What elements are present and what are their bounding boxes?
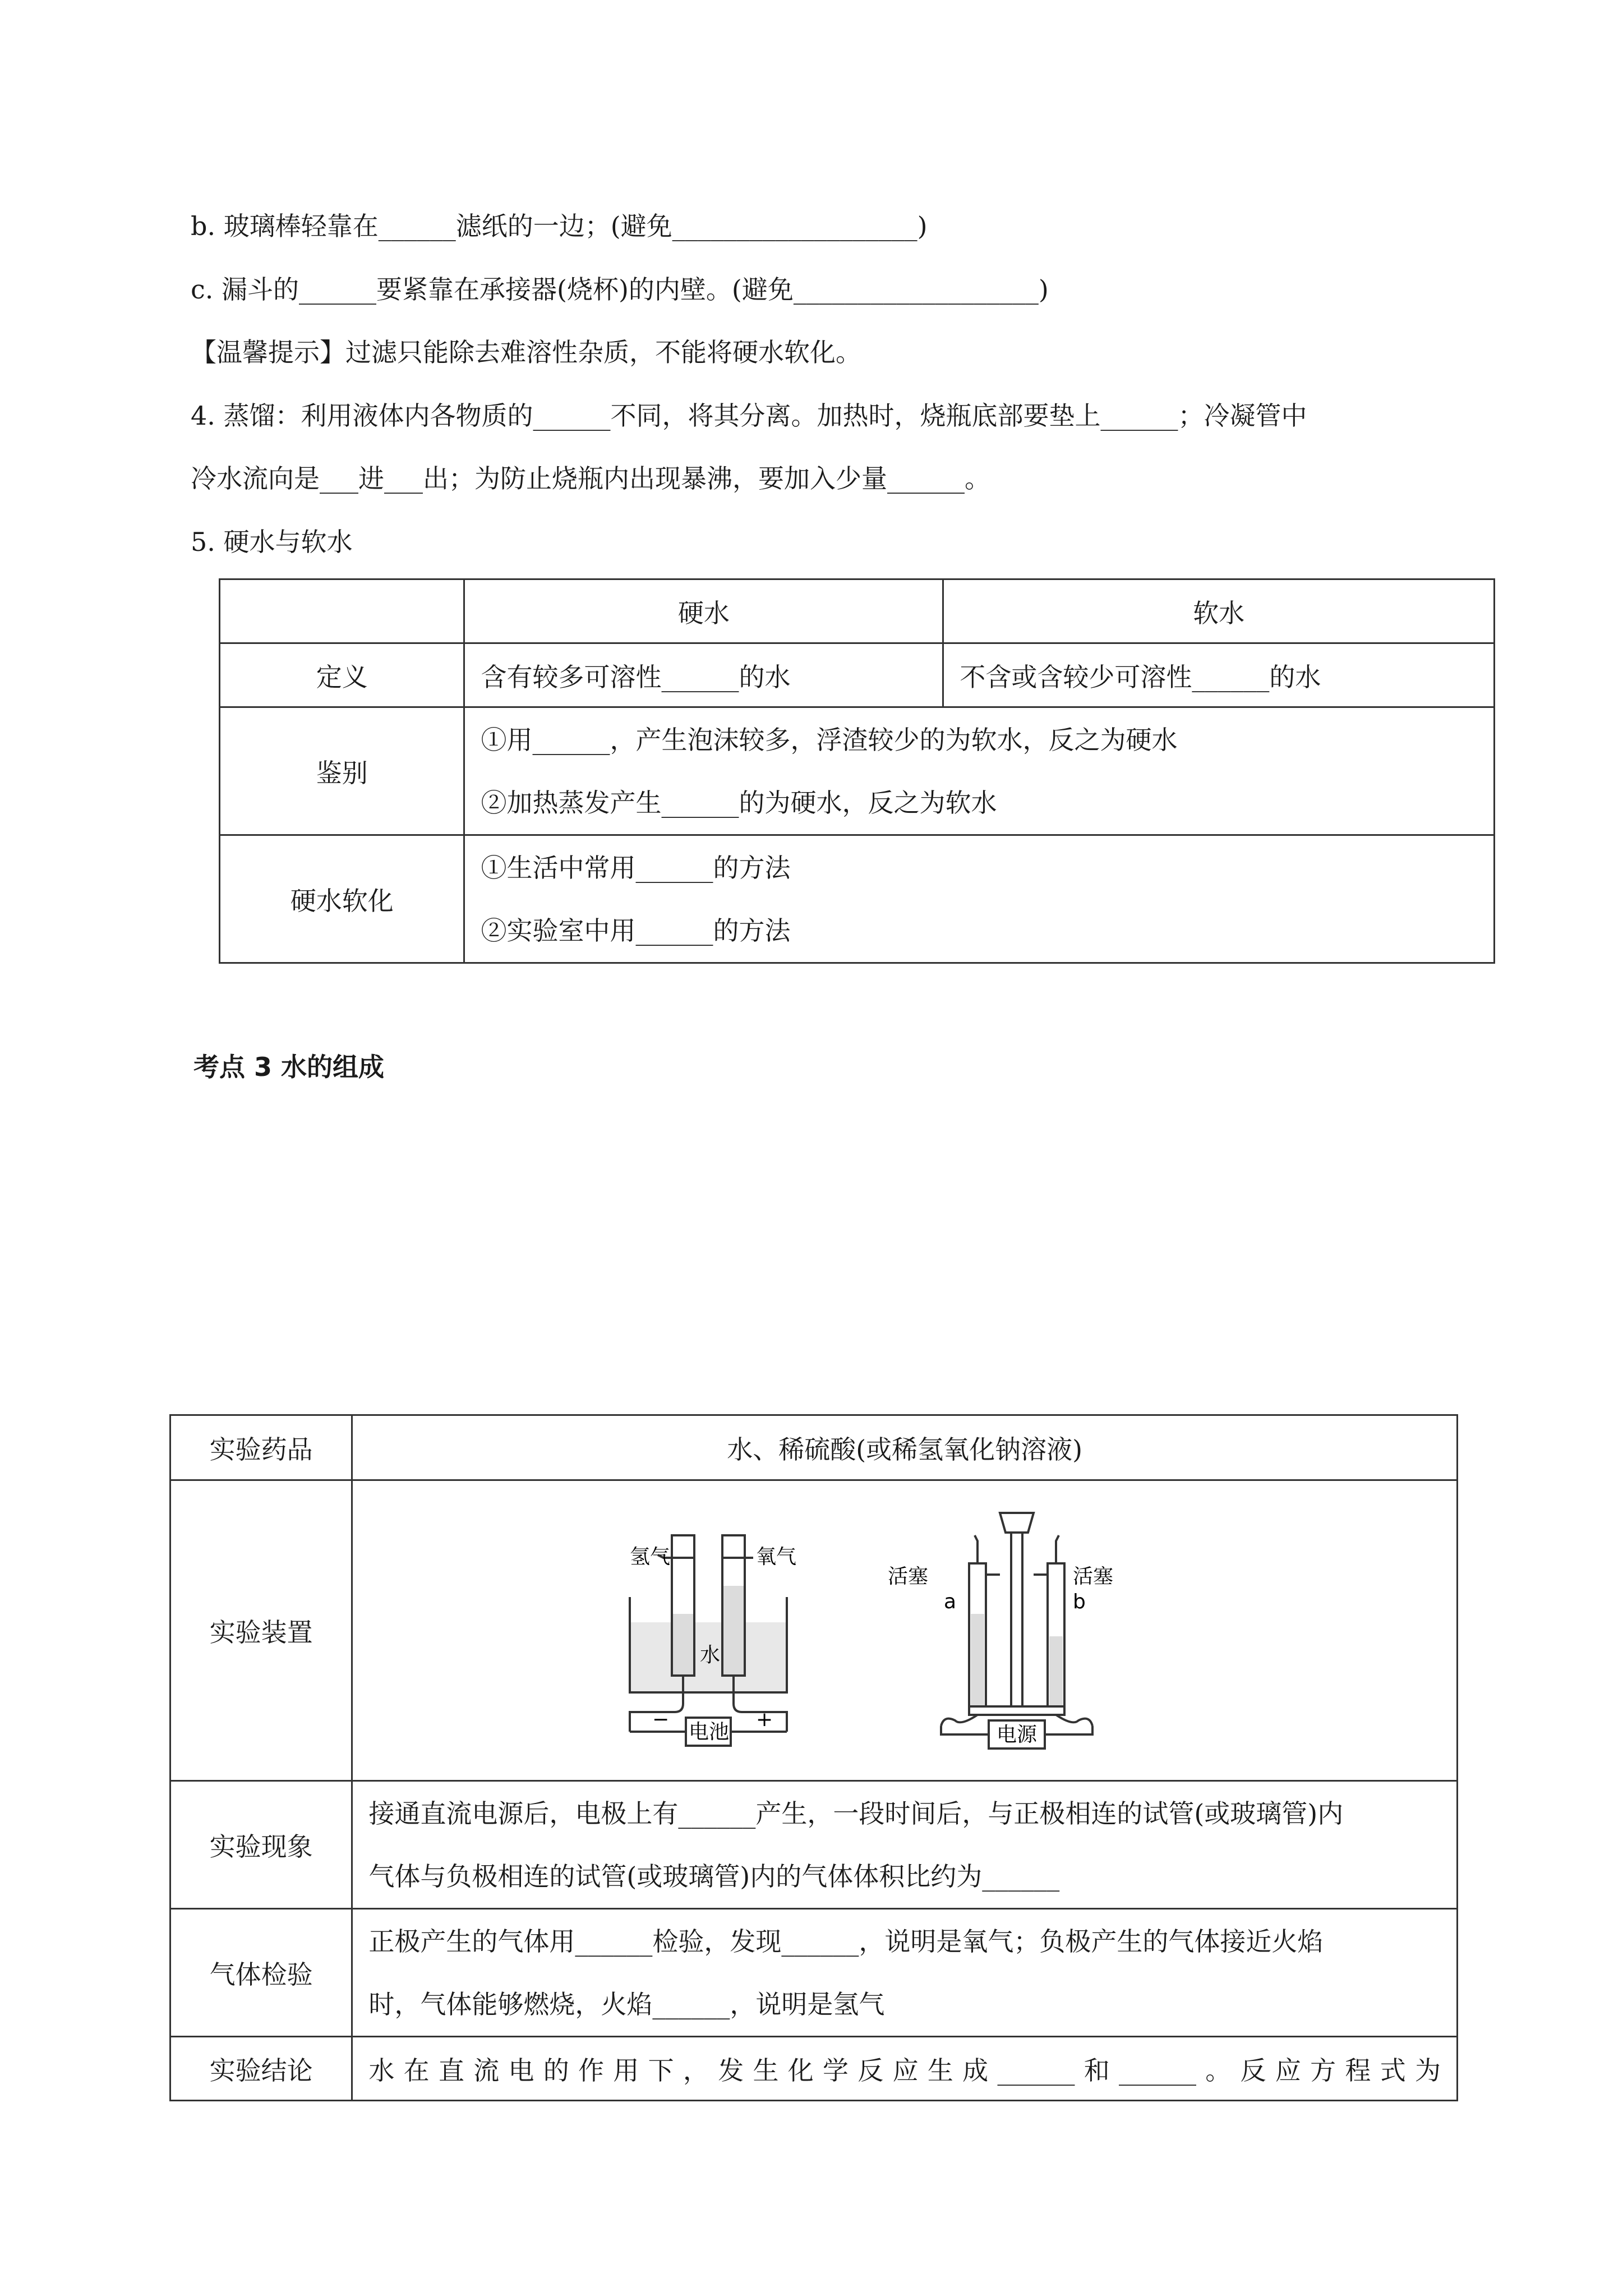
label-a: a bbox=[944, 1590, 957, 1613]
label-stopcock-right: 活塞 bbox=[1073, 1565, 1114, 1588]
text-line-4a: 4. 蒸馏：利用液体内各物质的______不同，将其分离。加热时，烧瓶底部要垫上______；冷凝管中 bbox=[191, 401, 1307, 431]
tip-line: 【温馨提示】过滤只能除去难溶性杂质，不能将硬水软化。 bbox=[191, 337, 861, 367]
label-minus: − bbox=[652, 1708, 670, 1731]
table-header-soft: 软水 bbox=[943, 579, 1495, 643]
identify-line-2: ②加热蒸发产生______的为硬水，反之为软水 bbox=[481, 787, 997, 818]
label-power: 电源 bbox=[997, 1723, 1038, 1746]
phenomenon-line-2: 气体与负极相连的试管(或玻璃管)内的气体体积比约为______ bbox=[368, 1861, 1060, 1892]
soften-line-2: ②实验室中用______的方法 bbox=[481, 915, 791, 946]
phenomenon-line-1: 接通直流电源后，电极上有______产生，一段时间后，与正极相连的试管(或玻璃管)内 bbox=[368, 1798, 1344, 1829]
cell-soften bbox=[464, 835, 1495, 963]
section-title: 考点 3 水的组成 bbox=[193, 1052, 385, 1082]
cell-identify bbox=[464, 707, 1495, 835]
cell-definition-soft: 不含或含较少可溶性______的水 bbox=[943, 643, 1495, 707]
row-label-identify: 鉴别 bbox=[220, 707, 464, 835]
gas-test-line-1: 正极产生的气体用______检验，发现______，说明是氧气；负极产生的气体接近火焰 bbox=[368, 1926, 1324, 1957]
hoffman-voltameter bbox=[941, 1513, 1092, 1749]
cell-conclusion: 水在直流电的作用下，发生化学反应生成______和______。反应方程式为 bbox=[352, 2037, 1458, 2101]
cell-gas-test bbox=[352, 1909, 1458, 2037]
cell-reagents: 水、稀硫酸(或稀氢氧化钠溶液) bbox=[352, 1415, 1458, 1480]
row-label-reagents: 实验药品 bbox=[170, 1415, 352, 1480]
soften-line-1: ①生活中常用______的方法 bbox=[481, 852, 791, 883]
label-stopcock-left: 活塞 bbox=[888, 1565, 929, 1588]
electrolysis-table bbox=[169, 1414, 1458, 2101]
electrolysis-apparatus-diagram bbox=[596, 1502, 1213, 1760]
row-label-phenomenon: 实验现象 bbox=[170, 1781, 352, 1909]
identify-line-1: ①用______，产生泡沫较多，浮渣较少的为软水，反之为硬水 bbox=[481, 724, 1178, 755]
row-label-apparatus: 实验装置 bbox=[170, 1480, 352, 1781]
cell-phenomenon bbox=[352, 1781, 1458, 1909]
label-water: 水 bbox=[700, 1643, 721, 1667]
text-line-5: 5. 硬水与软水 bbox=[191, 527, 353, 557]
text-line-c: c. 漏斗的______要紧靠在承接器(烧杯)的内壁。(避免___________________) bbox=[191, 274, 1049, 305]
table-header-hard: 硬水 bbox=[464, 579, 943, 643]
label-battery: 电池 bbox=[689, 1720, 730, 1743]
row-label-soften: 硬水软化 bbox=[220, 835, 464, 963]
label-oxygen: 氧气 bbox=[756, 1545, 797, 1568]
cell-apparatus bbox=[352, 1480, 1458, 1781]
label-hydrogen: 氢气 bbox=[630, 1545, 671, 1568]
gas-test-line-2: 时，气体能够燃烧，火焰______，说明是氢气 bbox=[368, 1989, 885, 2019]
text-line-b: b. 玻璃棒轻靠在______滤纸的一边；(避免___________________) bbox=[191, 211, 928, 241]
table-header-empty bbox=[220, 579, 464, 643]
row-label-definition: 定义 bbox=[220, 643, 464, 707]
label-plus: + bbox=[756, 1708, 773, 1731]
cell-definition-hard: 含有较多可溶性______的水 bbox=[464, 643, 943, 707]
label-b: b bbox=[1073, 1590, 1086, 1613]
row-label-conclusion: 实验结论 bbox=[170, 2037, 352, 2101]
hard-soft-water-table bbox=[219, 578, 1495, 964]
text-line-4b: 冷水流向是___进___出；为防止烧瓶内出现暴沸，要加入少量______。 bbox=[191, 463, 990, 494]
row-label-gas-test: 气体检验 bbox=[170, 1909, 352, 2037]
